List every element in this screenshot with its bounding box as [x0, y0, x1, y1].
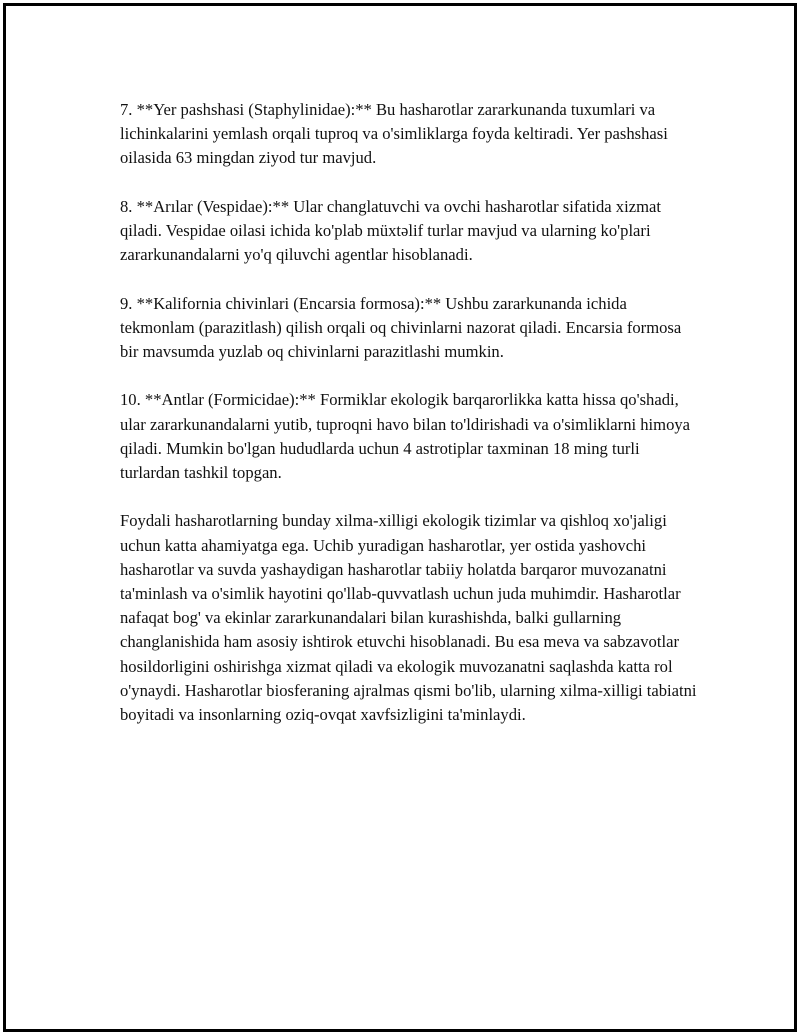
- paragraph-item-9: 9. **Kalifornia chivinlari (Encarsia formosa):** Ushbu zararkunanda ichida tekmonlam (parazitlash) qilish orqali oq chivinlarni nazorat qiladi. Encarsia formosa bir mavsumda yuzlab oq chivinlarni parazitlashi mumkin.: [120, 293, 682, 361]
- paragraph-item-8: 8. **Arılar (Vespidae):** Ular changlatuvchi va ovchi hasharotlar sifatida xizmat qiladi. Vespidae oilasi ichida ko'plab müxtəlif turlar mavjud va ularning ko'plari zararkunandalarni yo'q qiluvchi agentlar hisoblanadi.: [120, 196, 661, 265]
- document-body: [120, 98, 700, 751]
- paragraph-item-10: 10. **Antlar (Formicidae):** Formiklar ekologik barqarorlikka katta hissa qo'shadi, ular zararkunandalarni yutib, tuproqni havo bilan to'ldirishadi va o'simliklarni himoya qiladi. Mumkin bo'lgan hududlarda uchun 4 astrotiplar taxminan 18 ming turli turlardan tashkil topgan.: [120, 390, 691, 482]
- paragraph-conclusion: Foydali hasharotlarning bunday xilma-xilligi ekologik tizimlar va qishloq xo'jaligi uchun katta ahamiyatga ega. Uchib yuradigan hasharotlar, yer ostida yashovchi hasharotlar va suvda yashaydigan hasharotlar tabiiy holatda barqaror muvozanatni ta'minlash va o'simlik hayotini qo'llab-quvvatlash uchun juda muhimdir. Hasharotlar nafaqat bog' va ekinlar zararkunandalari bilan kurashishda, balki gullarning changlanishida ham asosiy ishtirok etuvchi hisoblanadi. Bu esa meva va sabzavotlar hosildorligini oshirishga xizmat qiladi va ekologik muvozanatni saqlashda katta rol o'ynaydi. Hasharotlar biosferaning ajralmas qismi bo'lib, ularning xilma-xilligi tabiatni boyitadi va insonlarning oziq-ovqat xavfsizligini ta'minlaydi.: [120, 511, 697, 725]
- page-frame: [3, 3, 797, 1032]
- paragraph-item-7: 7. **Yer pashshasi (Staphylinidae):** Bu hasharotlar zararkunanda tuxumlari va lichinkalarini yemlash orqali tuproq va o'simliklarga foyda keltiradi. Yer pashshasi oilasida 63 mingdan ziyod tur mavjud.: [120, 100, 668, 168]
